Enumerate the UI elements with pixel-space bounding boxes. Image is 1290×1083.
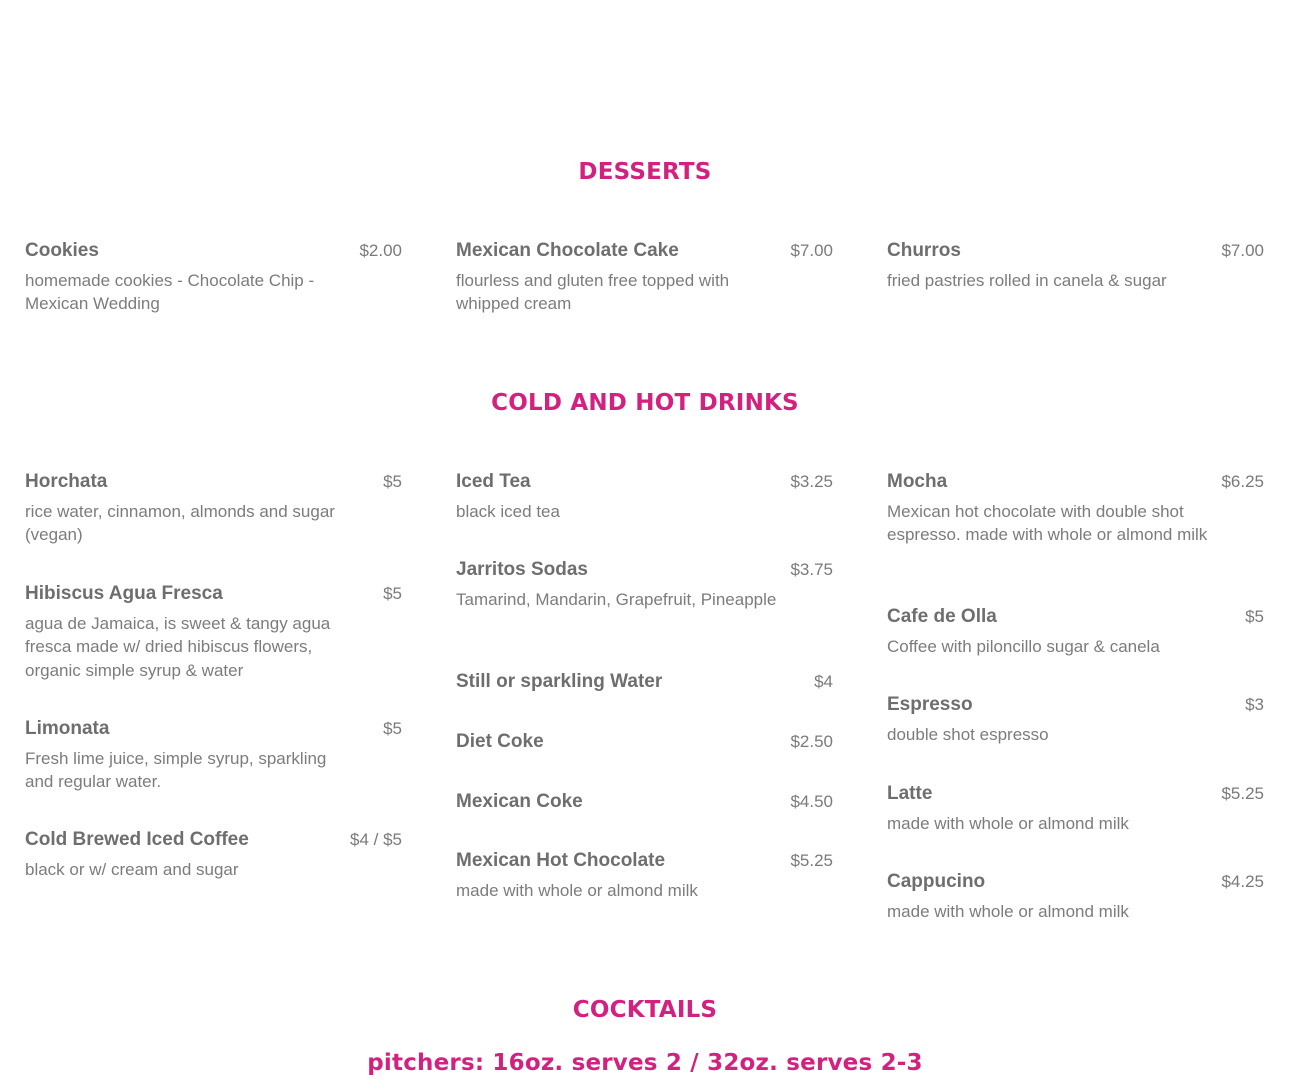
item-description: homemade cookies - Chocolate Chip - Mexican Wedding <box>25 271 315 314</box>
item-name: Cold Brewed Iced Coffee <box>25 829 249 850</box>
item-description: Tamarind, Mandarin, Grapefruit, Pineapple <box>456 590 777 609</box>
item-description: black iced tea <box>456 502 560 521</box>
item-description: double shot espresso <box>887 725 1049 744</box>
desserts-column-1 <box>25 240 402 316</box>
item-price: $4.25 <box>1221 872 1264 891</box>
menu-item <box>456 791 833 813</box>
item-name: Cafe de Olla <box>887 606 997 627</box>
item-name: Cookies <box>25 240 99 261</box>
menu-item <box>887 606 1264 658</box>
menu-item <box>456 671 833 693</box>
item-price: $3.25 <box>790 472 833 491</box>
item-description: made with whole or almond milk <box>887 814 1129 833</box>
item-price: $5 <box>1245 607 1264 626</box>
item-price: $5 <box>383 472 402 491</box>
menu-item <box>25 471 402 547</box>
menu-item <box>456 731 833 753</box>
item-description: Coffee with piloncillo sugar & canela <box>887 637 1160 656</box>
item-name: Diet Coke <box>456 731 544 752</box>
item-name: Hibiscus Agua Fresca <box>25 583 223 604</box>
menu-item <box>887 471 1264 547</box>
item-name: Still or sparkling Water <box>456 671 663 692</box>
item-price: $2.50 <box>790 732 833 751</box>
item-description: agua de Jamaica, is sweet & tangy agua fresca made w/ dried hibiscus flowers, organic simple syrup & water <box>25 614 331 680</box>
item-description: black or w/ cream and sugar <box>25 860 239 879</box>
menu-item <box>456 240 833 316</box>
menu-item <box>25 240 402 316</box>
item-price: $5 <box>383 584 402 603</box>
item-price: $5.25 <box>790 851 833 870</box>
item-name: Iced Tea <box>456 471 531 492</box>
item-price: $7.00 <box>790 241 833 260</box>
item-description: Fresh lime juice, simple syrup, sparkling and regular water. <box>25 749 327 792</box>
item-name: Mocha <box>887 471 948 492</box>
item-price: $6.25 <box>1221 472 1264 491</box>
item-name: Mexican Hot Chocolate <box>456 850 666 871</box>
item-name: Limonata <box>25 718 110 739</box>
menu-item <box>456 559 833 611</box>
item-price: $3 <box>1245 695 1264 714</box>
item-price: $4 <box>814 672 833 691</box>
item-price: $4.50 <box>790 792 833 811</box>
menu-item <box>25 829 402 881</box>
item-description: rice water, cinnamon, almonds and sugar (vegan) <box>25 502 335 545</box>
menu-item <box>887 871 1264 923</box>
item-name: Mexican Coke <box>456 791 583 812</box>
desserts-title: DESSERTS <box>578 159 712 185</box>
item-description: made with whole or almond milk <box>887 902 1129 921</box>
item-description: made with whole or almond milk <box>456 881 698 900</box>
item-name: Jarritos Sodas <box>456 559 588 580</box>
item-name: Churros <box>887 240 961 261</box>
menu-item <box>456 471 833 523</box>
item-description: fried pastries rolled in canela & sugar <box>887 271 1167 290</box>
desserts-column-3 <box>887 240 1264 292</box>
item-price: $2.00 <box>359 241 402 260</box>
item-price: $5.25 <box>1221 784 1264 803</box>
menu-item <box>25 718 402 794</box>
item-price: $4 / $5 <box>350 830 402 849</box>
desserts-column-2 <box>456 240 833 316</box>
item-price: $5 <box>383 719 402 738</box>
item-name: Cappucino <box>887 871 986 892</box>
menu-item <box>887 694 1264 746</box>
item-name: Espresso <box>887 694 973 715</box>
menu-item <box>456 850 833 902</box>
cocktails-subtitle: pitchers: 16oz. serves 2 / 32oz. serves 2-3 <box>367 1050 923 1076</box>
menu-item <box>25 583 402 682</box>
menu-item <box>887 783 1264 835</box>
item-name: Horchata <box>25 471 108 492</box>
item-name: Mexican Chocolate Cake <box>456 240 679 261</box>
item-price: $7.00 <box>1221 241 1264 260</box>
menu-item <box>887 240 1264 292</box>
cocktails-title: COCKTAILS <box>572 997 718 1023</box>
item-description: flourless and gluten free topped with whipped cream <box>456 271 730 314</box>
item-price: $3.75 <box>790 560 833 579</box>
item-description: Mexican hot chocolate with double shot espresso. made with whole or almond milk <box>887 502 1208 545</box>
item-name: Latte <box>887 783 933 804</box>
drinks-title: COLD AND HOT DRINKS <box>491 390 799 416</box>
